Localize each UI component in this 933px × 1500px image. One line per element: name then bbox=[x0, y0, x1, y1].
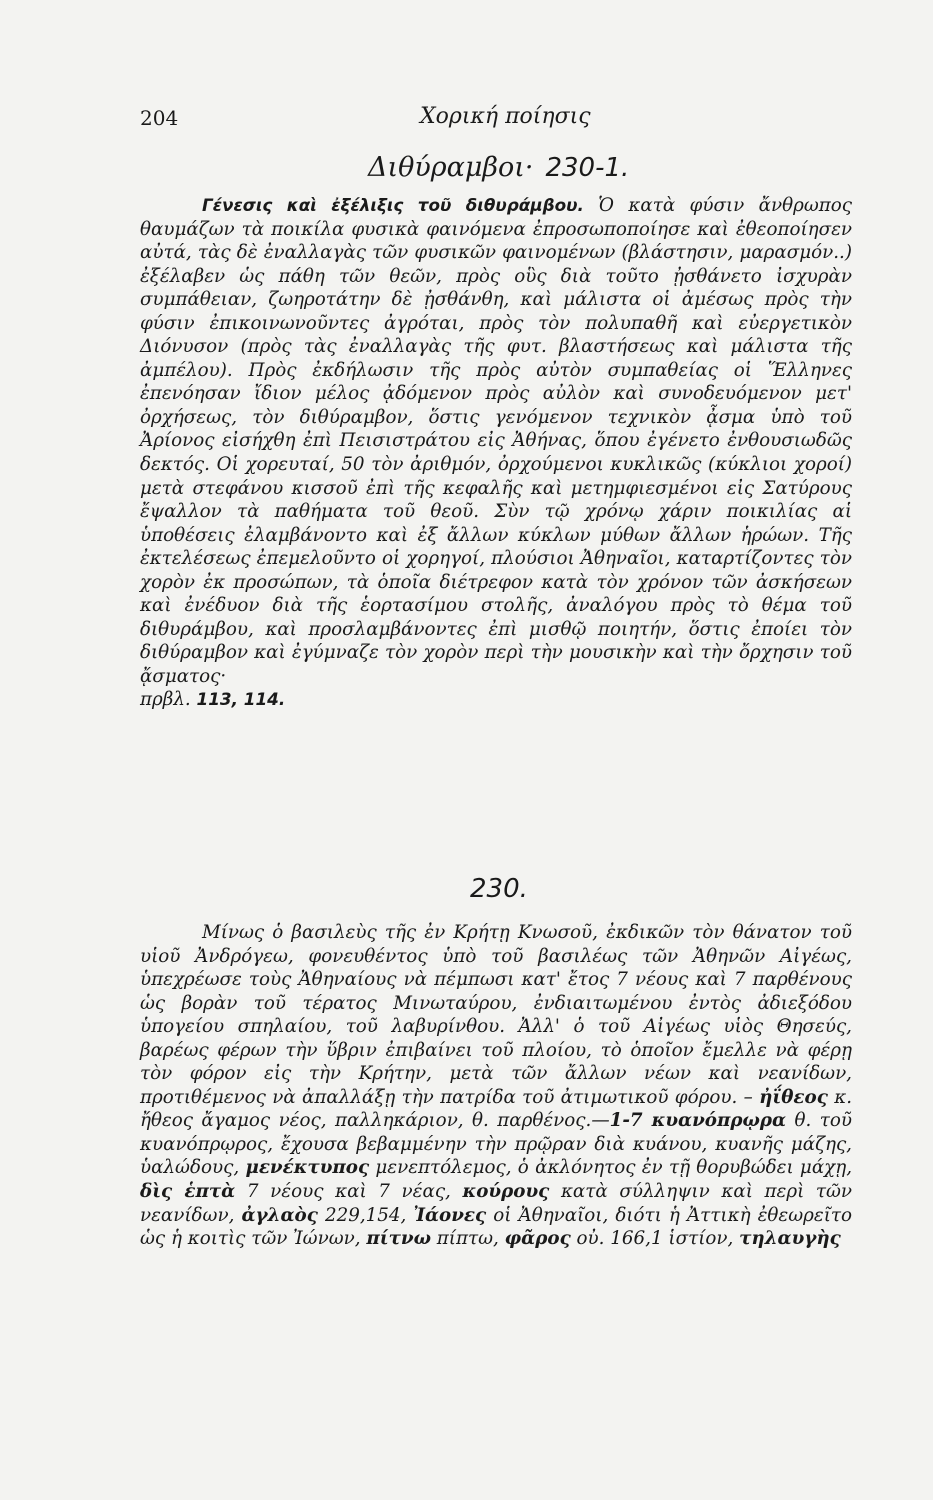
gloss-4: 7 νέους καὶ 7 νέας, bbox=[246, 1181, 451, 1203]
crossref-prefix: πρβλ. bbox=[140, 689, 191, 711]
section-number: 230-1. bbox=[545, 153, 630, 183]
gloss-3: μενεπτόλεμος, ὁ ἀκλόνητος ἐν τῇ θορυβώδει μάχῃ, bbox=[375, 1157, 853, 1179]
poem-number: 230. bbox=[470, 874, 528, 904]
gloss-6: 229,154, bbox=[324, 1204, 407, 1226]
gloss-7: οἱ Ἀθηναῖοι, διότι ἡ Ἀττικὴ ἐθεωρεῖτο ὡς ἡ κοιτὶς τῶν Ἰώνων, bbox=[140, 1204, 852, 1250]
term-5: κούρους bbox=[462, 1181, 550, 1203]
gloss-2: θ. τοῦ κυανόπρῳρος, ἔχουσα βεβαμμένην τὴν πρῷραν διὰ κυάνου, κυανῆς μάζης, ὑαλώδους, bbox=[140, 1110, 852, 1179]
term-7: Ἰάονες bbox=[413, 1204, 487, 1226]
term-3: μενέκτυπος bbox=[245, 1157, 370, 1179]
intro-heading: Γένεσις καὶ ἐξέλιξις τοῦ διθυράμβου. bbox=[202, 195, 584, 215]
commentary-paragraph bbox=[140, 921, 852, 1251]
intro-paragraph bbox=[140, 194, 852, 712]
commentary-body: Μίνως ὁ βασιλεὺς τῆς ἐν Κρήτῃ Κνωσοῦ, ἐκδικῶν τὸν θάνατον τοῦ υἱοῦ Ἀνδρόγεω, φονευθέντος ὑπὸ τοῦ βασιλέως τῶν Ἀθηνῶν Αἰγέως, ὑπεχρέωσε τοὺς Ἀθηναίους νὰ πέμπωσι κατ' ἔτος 7 νέους καὶ 7 παρθένους ὡς βορὰν τοῦ τέρατος Μινωταύρου, ἐνδιαιτωμένου ἐντὸς ἀδιεξόδου ὑπογείου σπηλαίου, τοῦ λαβυρίνθου. Ἀλλ' ὁ τοῦ Αἰγέως υἱὸς Θησεύς, βαρέως φέρων τὴν ὕβριν ἐπιβαίνει τοῦ πλοίου, τὸ ὁποῖον ἔμελλε νὰ φέρῃ τὸν φόρον εἰς τὴν Κρήτην, μετὰ τῶν ἄλλων νέων καὶ νεανίδων, προτιθέμενος νὰ ἀπαλλάξῃ τὴν πατρίδα τοῦ ἀτιμωτικοῦ φόρου. – bbox=[140, 922, 852, 1108]
gloss-1: κ. ἤθεος ἄγαμος νέος, παλληκάριον, θ. παρθένος.— bbox=[140, 1086, 853, 1132]
page-number: 204 bbox=[140, 106, 179, 130]
running-title: Χορική ποίησις bbox=[420, 104, 591, 129]
intro-body: Ὁ κατὰ φύσιν ἄνθρωπος θαυμάζων τὰ ποικίλα φυσικὰ φαινόμενα ἐπροσωποποίησε καὶ ἐθεοποίησεν αὐτά, τὰς δὲ ἐναλλαγὰς τῶν φυσικῶν φαινομένων (βλάστησιν, μαρασμόν..) ἐξέλαβεν ὡς πάθη τῶν θεῶν, πρὸς οὓς διὰ τοῦτο ᾐσθάνετο ἰσχυρὰν συμπάθειαν, ζωηροτάτην δὲ ᾐσθάνθη, καὶ μάλιστα οἱ ἀμέσως πρὸς τὴν φύσιν ἐπικοινωνοῦντες ἀγρόται, πρὸς τὸν πολυπαθῆ καὶ εὐεργετικὸν Διόνυσον (πρὸς τὰς ἐναλλαγὰς τῆς φυτ. βλαστήσεως καὶ μάλιστα τῆς ἀμπέλου). Πρὸς ἐκδήλωσιν τῆς πρὸς αὐτὸν συμπαθείας οἱ Ἕλληνες ἐπενόησαν ἴδιον μέλος ᾀδόμενον πρὸς αὐλὸν καὶ συνοδευόμενον μετ' ὀρχήσεως, τὸν διθύραμβον, ὅστις γενόμενον τεχνικὸν ᾆσμα ὑπὸ τοῦ Ἀρίονος εἰσήχθη ἐπὶ Πεισιστράτου εἰς Ἀθήνας, ὅπου ἐγένετο ἐνθουσιωδῶς δεκτός. Οἱ χορευταί, 50 τὸν ἀριθμόν, ὀρχούμενοι κυκλικῶς (κύκλιοι χοροί) μετὰ στεφάνου κισσοῦ ἐπὶ τῆς κεφαλῆς καὶ μετημφιεσμένοι εἰς Σατύρους ἔψαλλον τὰ παθήματα τοῦ θεοῦ. Σὺν τῷ χρόνῳ χάριν ποικιλίας αἱ ὑποθέσεις ἐλαμβάνοντο καὶ ἐξ ἄλλων κύκλων μύθων ἄλλων ἡρώων. Τῆς ἐκτελέσεως ἐπεμελοῦντο οἱ χορηγοί, πλούσιοι Ἀθηναῖοι, καταρτίζοντες τὸν χορὸν ἐκ προσώπων, τὰ ὁποῖα διέτρεφον κατὰ τὸν χρόνον τῶν ἀσκήσεων καὶ ἐνέδυον διὰ τῆς ἑορτασίμου στολῆς, ἀναλόγου πρὸς τὸ θέμα τοῦ διθυράμβου, καὶ προσλαμβάνοντες ἐπὶ μισθῷ ποιητήν, ὅστις ἐποίει τὸν διθύραμβον καὶ ἐγύμναζε τὸν χορὸν περὶ τὴν μουσικὴν καὶ τὴν ὄρχησιν τοῦ ᾄσματος· bbox=[140, 195, 853, 687]
term-2: 1-7 κυανόπρῳρα bbox=[609, 1110, 787, 1132]
term-8: πίτνω bbox=[366, 1228, 431, 1250]
section-title: Διθύραμβοι· bbox=[368, 152, 534, 183]
gloss-9: οὐ. 166,1 ἱστίον, bbox=[576, 1228, 734, 1250]
gloss-8: πίπτω, bbox=[436, 1228, 499, 1250]
crossref-numbers: 113, 114. bbox=[196, 689, 286, 710]
term-1: ἠΐθεος bbox=[759, 1086, 828, 1108]
term-6: ἀγλαὸς bbox=[241, 1204, 318, 1226]
term-9: φᾶρος bbox=[504, 1228, 571, 1250]
section-heading bbox=[368, 152, 629, 183]
term-10: τηλαυγὴς bbox=[739, 1228, 841, 1250]
term-4: δὶς ἑπτὰ bbox=[140, 1181, 236, 1203]
gloss-5: κατὰ σύλληψιν καὶ περὶ τῶν νεανίδων, bbox=[140, 1181, 853, 1226]
